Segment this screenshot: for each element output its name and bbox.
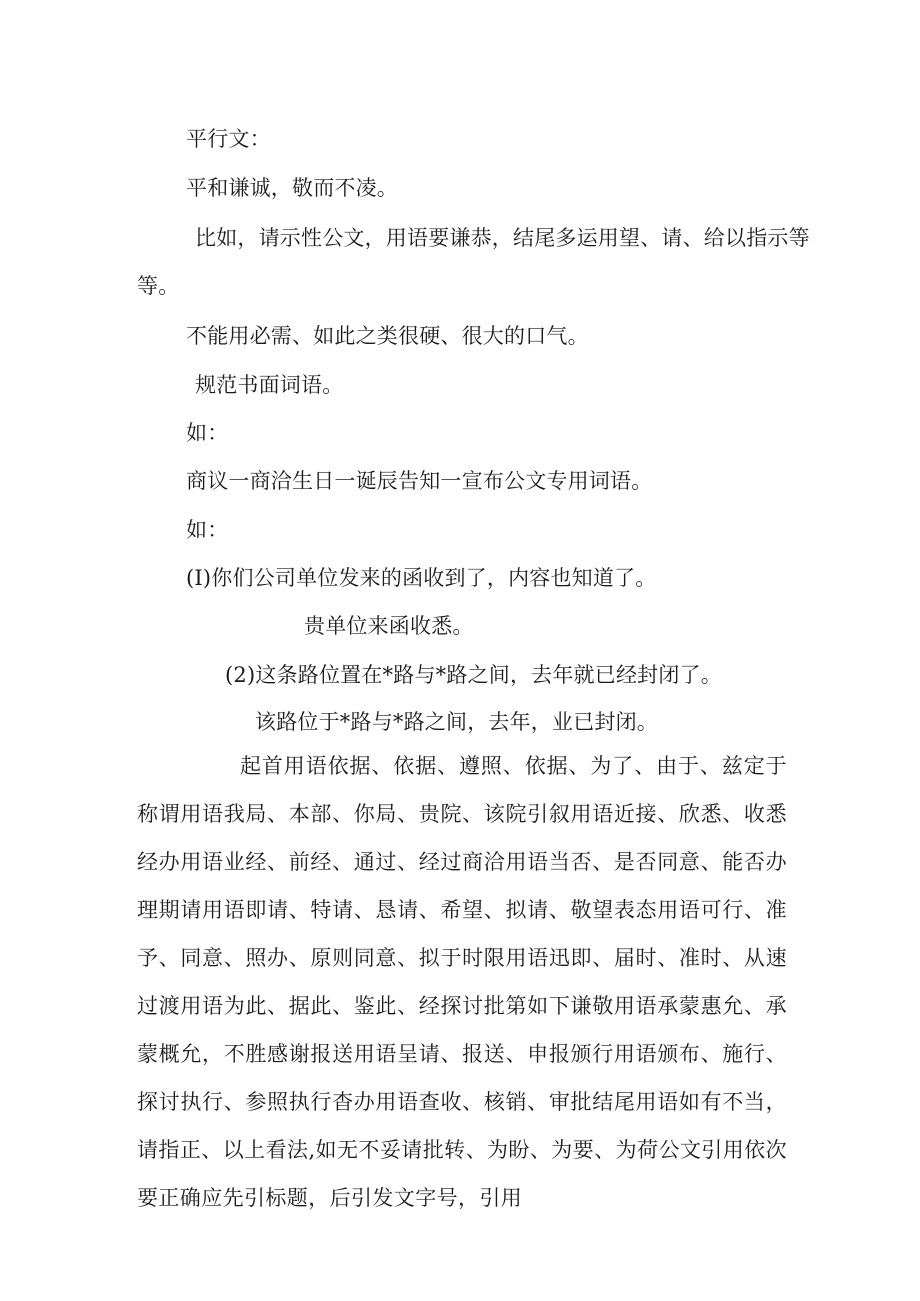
text-line: 贵单位来函收悉。 bbox=[304, 614, 474, 638]
text-line: 不能用必需、如此之类很硬、很大的口气。 bbox=[186, 324, 589, 348]
text-line: 商议一商洽生日一诞辰告知一宣布公文专用词语。 bbox=[186, 469, 653, 493]
text-line: 比如，请示性公文，用语要谦恭，结尾多运用望、请、给以指示等 bbox=[195, 226, 810, 250]
text-line: (I)你们公司单位发来的函收到了，内容也知道了。 bbox=[186, 566, 657, 590]
text-line: 该路位于*路与*路之间，去年，业已封闭。 bbox=[255, 710, 658, 734]
text-line: 如： bbox=[186, 421, 229, 445]
text-line: (2)这条路位置在*路与*路之间，去年就已经封闭了。 bbox=[225, 663, 722, 687]
heading-parallel-document: 平行文： bbox=[186, 127, 271, 151]
text-line: 平和谦诚，敬而不凌。 bbox=[186, 176, 398, 200]
final-paragraph: 起首用语依据、依据、遵照、依据、为了、由于、兹定于称谓用语我局、本部、你局、贵院、该院引叙用语近接、欣悉、收悉经办用语业经、前经、通过、经过商洽用语当否、是否同意、能否办理期请用语即请、特请、恳请、希望、拟请、敬望表态用语可行、准予、同意、照办、原则同意、拟于时限用语迅即、届时、准时、从速过渡用语为此、据此、鉴此、经探讨批第如下谦敬用语承蒙惠允、承蒙概允，不胜感谢报送用语呈请、报送、申报颁行用语颁布、施行、探讨执行、参照执行杳办用语查收、核销、审批结尾用语如有不当，请指正、以上看法,如无不妥请批转、为盼、为要、为荷公文引用依次要正确应先引标题，后引发文字号，引用 bbox=[137, 754, 787, 1210]
text-line: 等。 bbox=[137, 274, 180, 298]
text-line: 如： bbox=[186, 518, 229, 542]
text-line: 规范书面词语。 bbox=[195, 373, 344, 397]
